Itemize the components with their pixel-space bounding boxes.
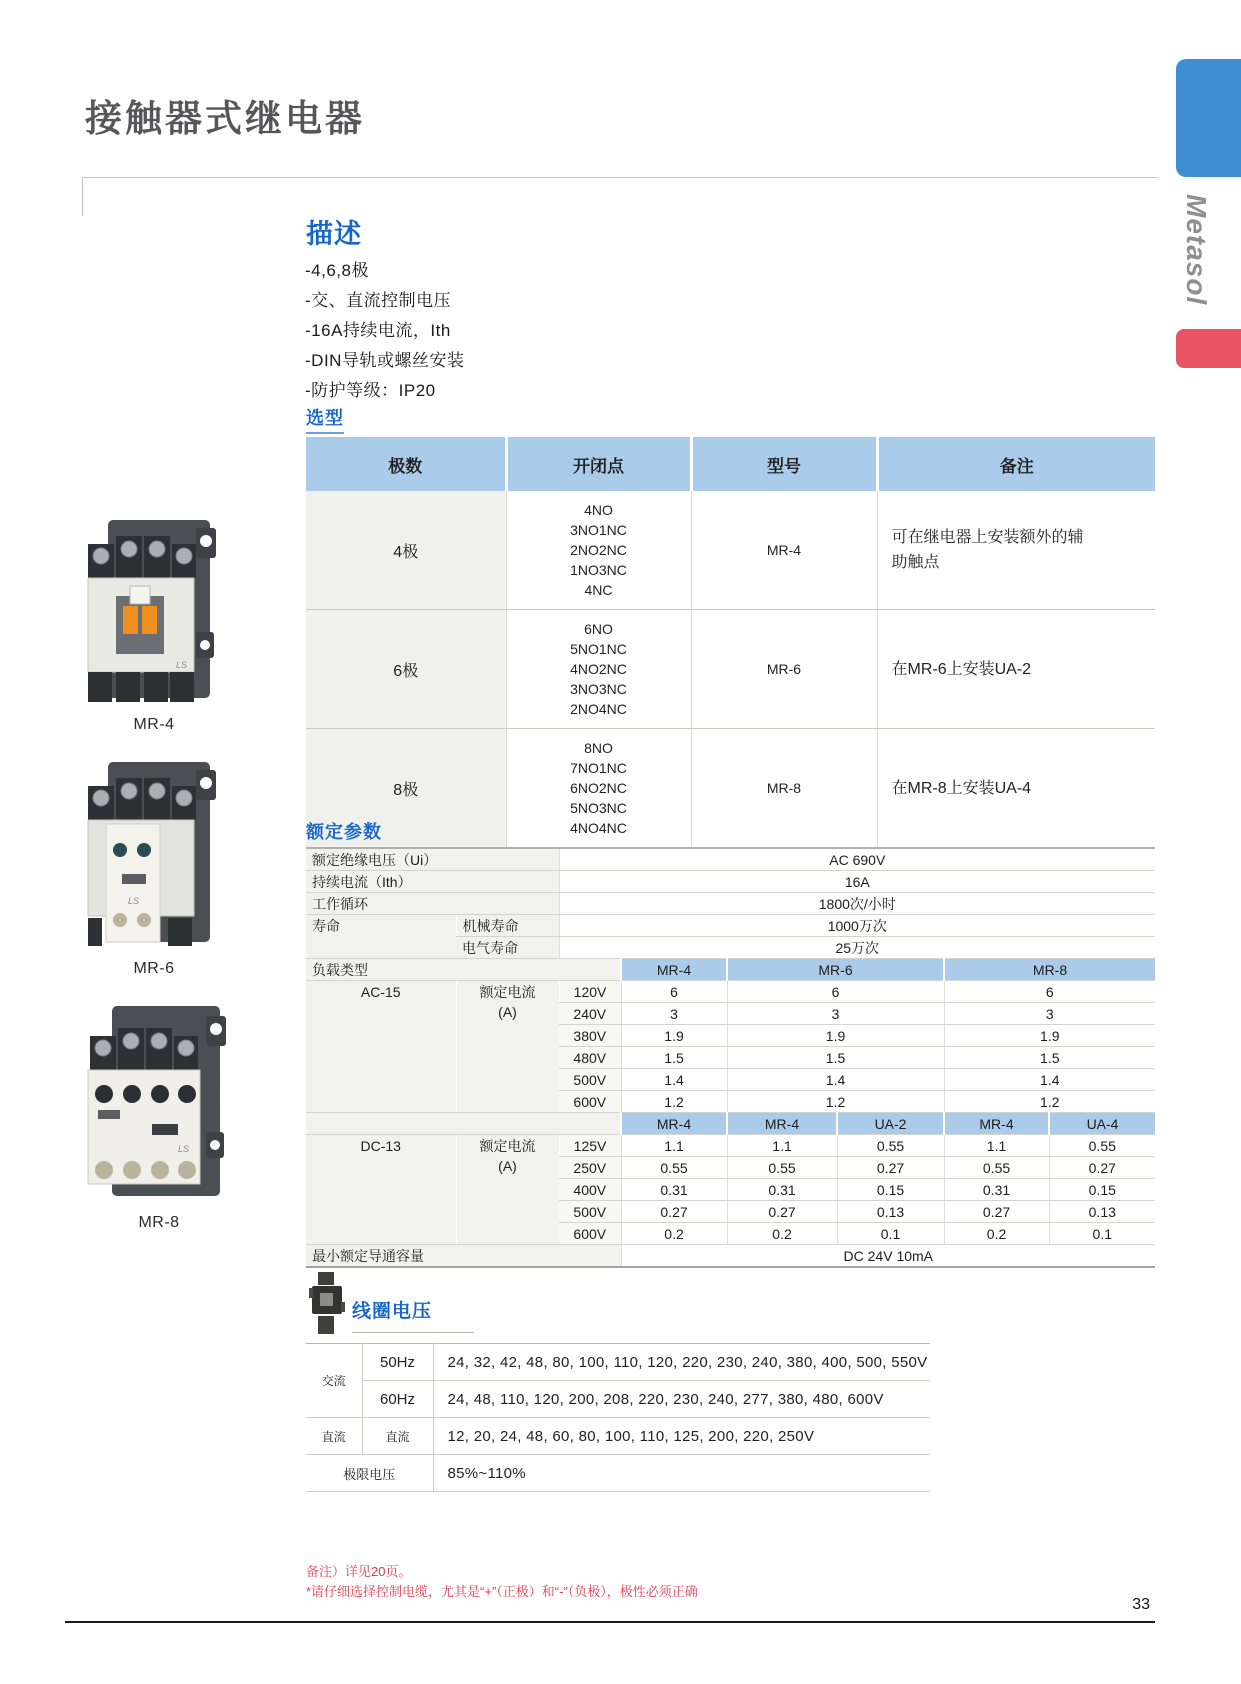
contact-combination: 4NO2NC bbox=[570, 661, 627, 677]
current-value: 1.2 bbox=[621, 1091, 727, 1113]
current-value: 1.2 bbox=[727, 1091, 944, 1113]
current-value: 0.2 bbox=[621, 1223, 727, 1245]
footer-note-2: *请仔细选择控制电缆，尤其是“+”（正极）和“-”（负极），极性必须正确 bbox=[306, 1584, 698, 1599]
svg-text:LS: LS bbox=[176, 660, 188, 670]
current-value: 0.55 bbox=[1049, 1135, 1155, 1157]
load-type-label: 负载类型 bbox=[306, 959, 621, 981]
elec-life-value: 25万次 bbox=[559, 937, 1155, 959]
description-heading: 描述 bbox=[306, 219, 362, 249]
model-header: MR-4 bbox=[621, 959, 727, 981]
description-bullet: -交、直流控制电压 bbox=[305, 291, 452, 310]
current-value: 0.27 bbox=[944, 1201, 1049, 1223]
ratings-heading: 额定参数 bbox=[306, 822, 382, 842]
frequency-label: 50Hz bbox=[362, 1344, 433, 1381]
ac15-row bbox=[306, 981, 1155, 1003]
min-capacity-value: DC 24V 10mA bbox=[621, 1245, 1155, 1268]
column-header-poles: 极数 bbox=[306, 437, 506, 491]
voltage-cell: 250V bbox=[559, 1157, 621, 1179]
life-label: 寿命 bbox=[306, 915, 456, 959]
current-value: 3 bbox=[621, 1003, 727, 1025]
current-value: 1.9 bbox=[621, 1025, 727, 1047]
contact-combination: 2NO4NC bbox=[570, 701, 627, 717]
current-value: 1.5 bbox=[621, 1047, 727, 1069]
current-value: 0.13 bbox=[1049, 1201, 1155, 1223]
contact-combination: 5NO1NC bbox=[570, 641, 627, 657]
dc13-current-label: 额定电流 (A) bbox=[456, 1135, 559, 1245]
coil-voltages-value: 24, 48, 110, 120, 200, 208, 220, 230, 240, 277, 380, 480, 600V bbox=[433, 1381, 930, 1418]
current-value: 1.5 bbox=[727, 1047, 944, 1069]
contacts-cell bbox=[506, 491, 691, 610]
model-header: MR-4 bbox=[944, 1113, 1049, 1135]
voltage-cell: 125V bbox=[559, 1135, 621, 1157]
rating-row bbox=[306, 893, 1155, 915]
model-cell: MR-8 bbox=[691, 729, 877, 848]
product-mr6 bbox=[86, 758, 222, 978]
mr6-photo bbox=[86, 758, 222, 948]
model-header: MR-4 bbox=[727, 1113, 837, 1135]
current-value: 1.2 bbox=[944, 1091, 1155, 1113]
poles-cell: 8极 bbox=[306, 729, 506, 848]
product-mr8 bbox=[86, 1002, 232, 1232]
voltage-cell: 240V bbox=[559, 1003, 621, 1025]
dc13-label: DC-13 bbox=[306, 1135, 456, 1245]
coil-heading-rule bbox=[352, 1332, 474, 1333]
min-capacity-label: 最小额定导通容量 bbox=[306, 1245, 621, 1268]
current-value: 1.4 bbox=[727, 1069, 944, 1091]
current-value: 0.15 bbox=[837, 1179, 944, 1201]
contacts-cell bbox=[506, 729, 691, 848]
rating-label: 工作循环 bbox=[306, 893, 559, 915]
model-header: UA-4 bbox=[1049, 1113, 1155, 1135]
svg-text:LS: LS bbox=[178, 1144, 190, 1154]
contact-combination: 7NO1NC bbox=[570, 760, 627, 776]
current-value: 1.1 bbox=[621, 1135, 727, 1157]
selection-header-row bbox=[306, 437, 1155, 491]
ac-group-label: 交流 bbox=[306, 1344, 362, 1418]
poles-cell: 4极 bbox=[306, 491, 506, 610]
model-header: MR-8 bbox=[944, 959, 1155, 981]
selection-row-6p bbox=[306, 610, 1155, 729]
mr8-photo bbox=[86, 1002, 232, 1202]
current-value: 0.15 bbox=[1049, 1179, 1155, 1201]
rating-value: 1800次/小时 bbox=[559, 893, 1155, 915]
contact-combination: 4NO4NC bbox=[570, 820, 627, 836]
current-value: 3 bbox=[727, 1003, 944, 1025]
current-value: 1.1 bbox=[727, 1135, 837, 1157]
current-value: 0.27 bbox=[727, 1201, 837, 1223]
voltage-cell: 600V bbox=[559, 1091, 621, 1113]
rating-value: 16A bbox=[559, 871, 1155, 893]
ratings-table bbox=[306, 847, 1155, 1268]
svg-text:LS: LS bbox=[128, 896, 140, 906]
model-header: MR-4 bbox=[621, 1113, 727, 1135]
model-cell: MR-4 bbox=[691, 491, 877, 610]
voltage-cell: 600V bbox=[559, 1223, 621, 1245]
contact-combination: 3NO3NC bbox=[570, 681, 627, 697]
empty-label bbox=[306, 1113, 621, 1135]
current-value: 6 bbox=[727, 981, 944, 1003]
model-header: MR-6 bbox=[727, 959, 944, 981]
current-value: 0.27 bbox=[621, 1201, 727, 1223]
column-header-model: 型号 bbox=[691, 437, 877, 491]
dc-group-label: 直流 bbox=[306, 1418, 362, 1455]
coil-row-60hz bbox=[306, 1381, 930, 1418]
load-type-header-row bbox=[306, 959, 1155, 981]
dc13-header-row bbox=[306, 1113, 1155, 1135]
voltage-cell: 120V bbox=[559, 981, 621, 1003]
ac15-label: AC-15 bbox=[306, 981, 456, 1113]
current-value: 0.2 bbox=[944, 1223, 1049, 1245]
note-cell: 在MR-8上安装UA-4 bbox=[877, 729, 1155, 848]
voltage-cell: 500V bbox=[559, 1069, 621, 1091]
coil-row-50hz bbox=[306, 1344, 930, 1381]
elec-life-label: 电气寿命 bbox=[456, 937, 559, 959]
column-header-note: 备注 bbox=[877, 437, 1155, 491]
current-value: 1.4 bbox=[944, 1069, 1155, 1091]
current-value: 0.1 bbox=[837, 1223, 944, 1245]
contact-combination: 6NO2NC bbox=[570, 780, 627, 796]
product-label-mr4: MR-4 bbox=[133, 716, 175, 733]
contact-combination: 5NO3NC bbox=[570, 800, 627, 816]
rating-label: 额定绝缘电压（Ui） bbox=[306, 848, 559, 871]
current-value: 1.9 bbox=[944, 1025, 1155, 1047]
current-value: 0.31 bbox=[621, 1179, 727, 1201]
current-value: 6 bbox=[944, 981, 1155, 1003]
mr4-photo bbox=[86, 516, 222, 704]
product-mr4 bbox=[86, 516, 222, 734]
voltage-cell: 380V bbox=[559, 1025, 621, 1047]
coil-voltages-value: 24, 32, 42, 48, 80, 100, 110, 120, 220, 230, 240, 380, 400, 500, 550V bbox=[433, 1344, 930, 1381]
voltage-cell: 480V bbox=[559, 1047, 621, 1069]
current-value: 0.31 bbox=[944, 1179, 1049, 1201]
description-bullet: -防护等级：IP20 bbox=[305, 381, 436, 400]
page-number: 33 bbox=[1132, 1596, 1150, 1613]
dc13-row bbox=[306, 1135, 1155, 1157]
current-value: 0.1 bbox=[1049, 1223, 1155, 1245]
rating-label: 持续电流（Ith） bbox=[306, 871, 559, 893]
side-tab-red bbox=[1176, 329, 1241, 368]
current-value: 0.27 bbox=[1049, 1157, 1155, 1179]
brand-vertical-label: Metasol bbox=[1181, 194, 1212, 306]
rating-row-life bbox=[306, 915, 1155, 937]
current-value: 0.55 bbox=[944, 1157, 1049, 1179]
side-tab-blue bbox=[1176, 59, 1241, 177]
poles-cell: 6极 bbox=[306, 610, 506, 729]
limit-voltage-value: 85%~110% bbox=[433, 1455, 930, 1492]
current-value: 1.1 bbox=[944, 1135, 1049, 1157]
description-bullets bbox=[305, 256, 464, 406]
selection-row-8p bbox=[306, 729, 1155, 848]
contact-combination: 3NO1NC bbox=[570, 522, 627, 538]
footer-note-1: 备注）详见20页。 bbox=[306, 1564, 412, 1579]
coil-row-dc bbox=[306, 1418, 930, 1455]
model-cell: MR-6 bbox=[691, 610, 877, 729]
current-value: 1.4 bbox=[621, 1069, 727, 1091]
coil-voltages-value: 12, 20, 24, 48, 60, 80, 100, 110, 125, 200, 220, 250V bbox=[433, 1418, 930, 1455]
selection-table bbox=[306, 437, 1155, 848]
page-title: 接触器式继电器 bbox=[85, 98, 365, 139]
mech-life-label: 机械寿命 bbox=[456, 915, 559, 937]
footer-notes bbox=[306, 1562, 698, 1602]
rating-value: AC 690V bbox=[559, 848, 1155, 871]
coil-icon bbox=[308, 1272, 346, 1334]
coil-heading: 线圈电压 bbox=[352, 1301, 433, 1322]
note-cell: 在MR-6上安装UA-2 bbox=[877, 610, 1155, 729]
current-value: 3 bbox=[944, 1003, 1155, 1025]
limit-voltage-label: 极限电压 bbox=[306, 1455, 433, 1492]
content-corner-rule bbox=[82, 177, 1158, 216]
product-label-mr8: MR-8 bbox=[138, 1214, 180, 1231]
voltage-cell: 500V bbox=[559, 1201, 621, 1223]
frequency-label: 60Hz bbox=[362, 1381, 433, 1418]
coil-voltage-table bbox=[306, 1343, 930, 1492]
current-value: 0.31 bbox=[727, 1179, 837, 1201]
current-value: 0.55 bbox=[837, 1135, 944, 1157]
bottom-rule bbox=[65, 1621, 1155, 1623]
dc-type-label: 直流 bbox=[362, 1418, 433, 1455]
product-label-mr6: MR-6 bbox=[133, 960, 175, 977]
selection-row-4p bbox=[306, 491, 1155, 610]
coil-row-limit bbox=[306, 1455, 930, 1492]
rating-row bbox=[306, 871, 1155, 893]
contact-combination: 8NO bbox=[584, 740, 613, 756]
current-value: 0.27 bbox=[837, 1157, 944, 1179]
description-bullet: -16A持续电流，Ith bbox=[305, 321, 451, 340]
contact-combination: 2NO2NC bbox=[570, 542, 627, 558]
model-header: UA-2 bbox=[837, 1113, 944, 1135]
current-value: 0.2 bbox=[727, 1223, 837, 1245]
description-bullet: -4,6,8极 bbox=[305, 261, 369, 280]
description-bullet: -DIN导轨或螺丝安装 bbox=[305, 351, 465, 370]
selection-heading: 选型 bbox=[306, 404, 344, 434]
current-value: 1.5 bbox=[944, 1047, 1155, 1069]
mech-life-value: 1000万次 bbox=[559, 915, 1155, 937]
contact-combination: 4NC bbox=[584, 582, 613, 598]
contact-combination: 4NO bbox=[584, 502, 613, 518]
current-value: 0.13 bbox=[837, 1201, 944, 1223]
contact-combination: 1NO3NC bbox=[570, 562, 627, 578]
ac15-current-label: 额定电流 (A) bbox=[456, 981, 559, 1113]
current-value: 0.55 bbox=[621, 1157, 727, 1179]
rating-row bbox=[306, 848, 1155, 871]
contact-combination: 6NO bbox=[584, 621, 613, 637]
current-value: 1.9 bbox=[727, 1025, 944, 1047]
column-header-contacts: 开闭点 bbox=[506, 437, 691, 491]
contacts-cell bbox=[506, 610, 691, 729]
current-value: 0.55 bbox=[727, 1157, 837, 1179]
min-capacity-row bbox=[306, 1245, 1155, 1268]
voltage-cell: 400V bbox=[559, 1179, 621, 1201]
current-value: 6 bbox=[621, 981, 727, 1003]
note-cell: 可在继电器上安装额外的辅助触点 bbox=[877, 491, 1155, 610]
